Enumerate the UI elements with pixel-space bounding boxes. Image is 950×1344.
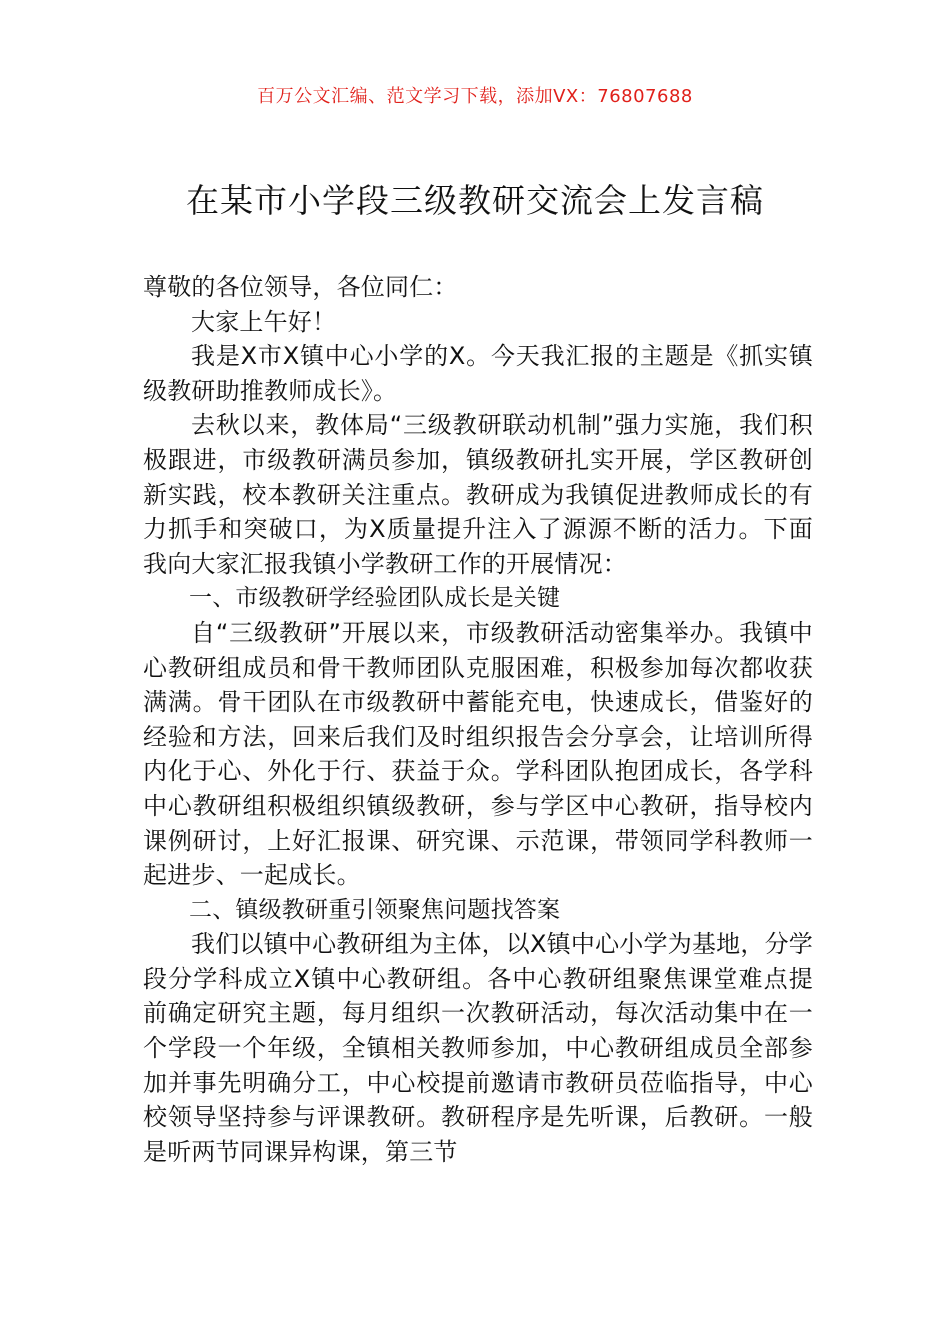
paragraph-section-2: 我们以镇中心教研组为主体，以X镇中心小学为基地，分学段分学科成立X镇中心教研组。各中心教研组聚焦课堂难点提前确定研究主题，每月组织一次教研活动，每次活动集中在一个学段一个年级，全镇相关教师参加，中心教研组成员全部参加并事先明确分工，中心校提前邀请市教研员莅临指导，中心校领导坚持参与评课教研。教研程序是先听课，后教研。一般是听两节同课异构课，第三节 [143, 930, 813, 1166]
paragraph-intro: 我是X市X镇中心小学的X。今天我汇报的主题是《抓实镇级教研助推教师成长》。 [143, 342, 813, 405]
greeting: 大家上午好！ [191, 307, 337, 336]
section-heading-1: 一、市级教研学经验团队成长是关键 [189, 585, 561, 612]
paragraph-overview: 去秋以来，教体局“三级教研联动机制”强力实施，我们积极跟进，市级教研满员参加，镇级教研扎实开展，学区教研创新实践，校本教研关注重点。教研成为我镇促进教师成长的有力抓手和突破口，为X质量提升注入了源源不断的活力。下面我向大家汇报我镇小学教研工作的开展情况： [143, 411, 813, 578]
salutation: 尊敬的各位领导，各位同仁： [143, 273, 458, 301]
paragraph-section-1: 自“三级教研”开展以来，市级教研活动密集举办。我镇中心教研组成员和骨干教师团队克服困难，积极参加每次都收获满满。骨干团队在市级教研中蓄能充电，快速成长，借鉴好的经验和方法，回来后我们及时组织报告会分享会，让培训所得内化于心、外化于行、获益于众。学科团队抱团成长，各学科中心教研组积极组织镇级教研，参与学区中心教研，指导校内课例研讨，上好汇报课、研究课、示范课，带领同学科教师一起进步、一起成长。 [143, 618, 813, 890]
section-heading-2: 二、镇级教研重引领聚焦问题找答案 [189, 896, 561, 923]
watermark-banner: 百万公文汇编、范文学习下载，添加VX：76807688 [257, 86, 693, 107]
document-body [143, 270, 813, 1169]
document-title: 在某市小学段三级教研交流会上发言稿 [186, 181, 764, 220]
